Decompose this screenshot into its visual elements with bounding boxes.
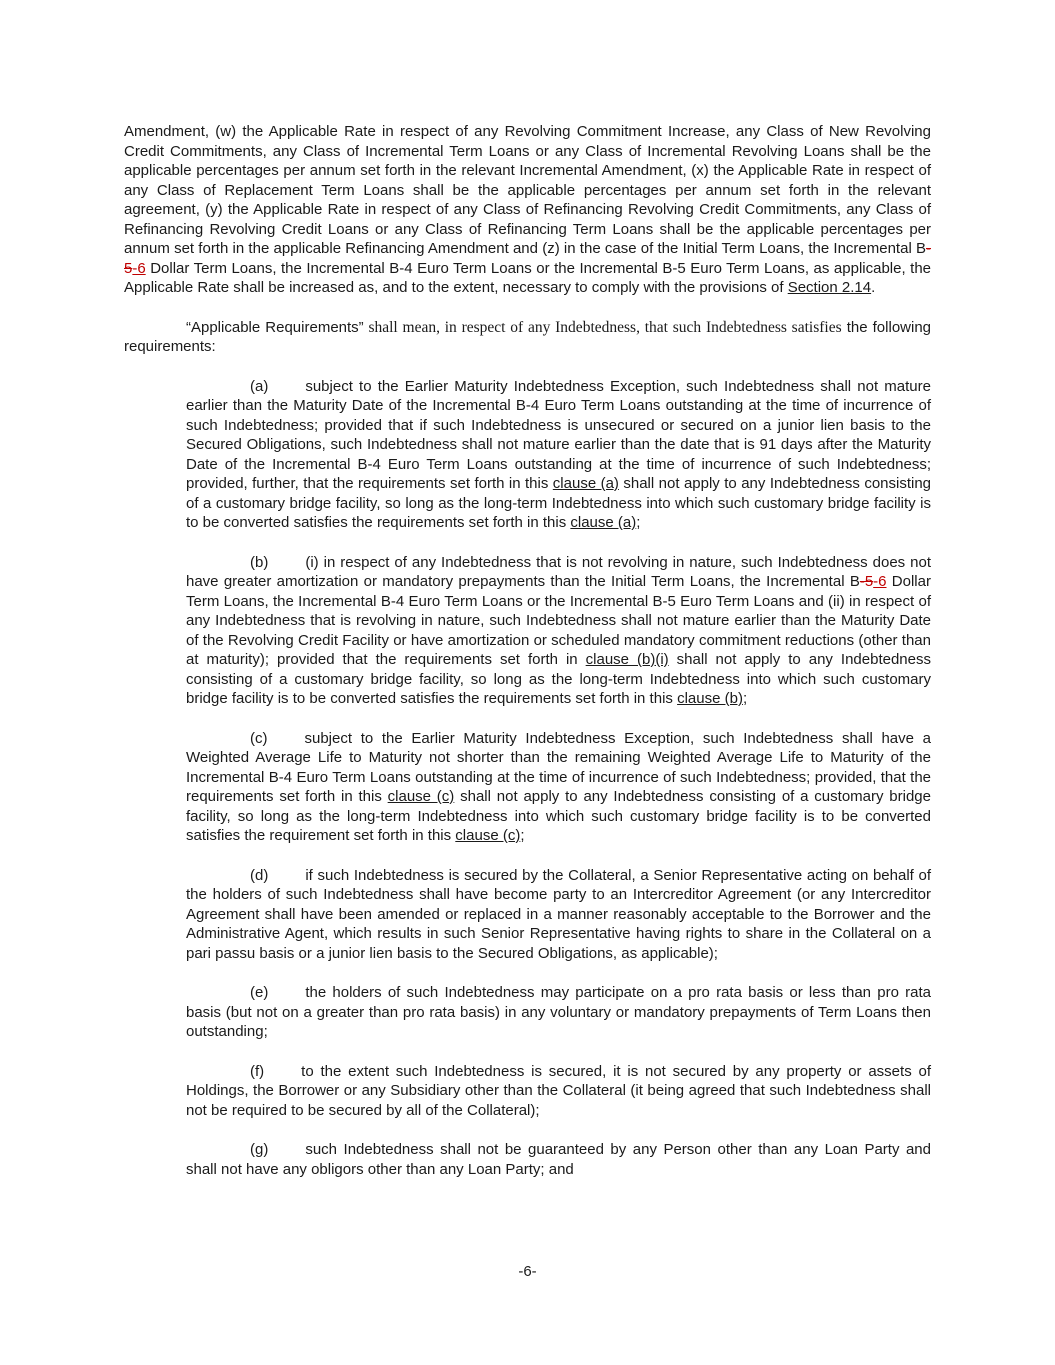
text-run: subject to the Earlier Maturity Indebtedness Exception, such Indebtedness shall have a Weighted Average Life to Maturity not shorter than the remaining Weighted Average Life to Maturity of the Incremental B-4 Euro Term Loans outstanding at the time of incurrence of such Indebtedness; provided, that the requirements set forth in this — [186, 729, 931, 805]
text-run: (i) in respect of any Indebtedness that is not revolving in nature, such Indebtedness does not have greater amortization or mandatory prepayments than the Initial Term Loans, the Incremental B — [186, 553, 931, 590]
redline-deletion: -5 — [124, 240, 931, 277]
redline-deletion: -5 — [859, 573, 874, 590]
text-run: to the extent such Indebtedness is secured, it is not secured by any property or assets of Holdings, the Borrower or any Subsidiary other than the Collateral (it being agreed that such Indebtedness shall not be required to be secured by all of the Collateral); — [186, 1062, 931, 1119]
defined-term: “Applicable Requirements” — [186, 318, 364, 336]
clause-c-paragraph — [186, 729, 931, 846]
clause-f-paragraph — [186, 1062, 931, 1121]
text-run: shall not apply to any Indebtedness consisting of a customary bridge facility, so long as the long-term Indebtedness into which such customary bridge facility is to be converted satisfies the requirements set forth in this — [186, 475, 932, 531]
cross-reference: clause (b) — [677, 690, 743, 707]
text-run: the holders of such Indebtedness may participate on a pro rata basis or less than pro rata basis (but not on a greater than pro rata basis) in any voluntary or mandatory prepayments of Term Loans then outstanding; — [186, 984, 931, 1040]
paragraph-amendment-continuation — [124, 122, 931, 298]
cross-reference: clause (c) — [455, 827, 521, 844]
text-run: shall not apply to any Indebtedness consisting of a customary bridge facility, so long as the long-term Indebtedness into which such customary bridge facility is to be converted satisfies the requirement set forth in this — [186, 788, 931, 844]
text-run: shall not apply to any Indebtedness consisting of a customary bridge facility, so long as the long-term Indebtedness into which such customary bridge facility is to be converted satisfies the requirements set forth in this — [186, 651, 931, 707]
text-run: Dollar Term Loans, the Incremental B-4 Euro Term Loans or the Incremental B-5 Euro Term Loans and (ii) in respect of any Indebtedness that is revolving in nature, such Indebtedness shall not mature earlier than the Maturity Date of the Revolving Credit Facility or have amortization or scheduled mandatory commitment reductions (other than at maturity); provided that the requirements set forth in — [186, 573, 931, 668]
clause-b-paragraph — [186, 553, 931, 709]
cross-reference: clause (a) — [552, 475, 619, 492]
cross-reference: clause (a) — [570, 514, 637, 531]
text-run: ; — [742, 690, 748, 707]
text-run: Amendment, (w) the Applicable Rate in respect of any Revolving Commitment Increase, any Class of New Revolving Credit Commitments, any Class of Incremental Term Loans or any Class of Incremental Revolving Loans shall be the applicable percentages per annum set forth in the relevant Incremental Amendment, (x) the Applicable Rate in respect of any Class of Replacement Term Loans shall be the applicable percentages per annum set forth in the relevant agreement, (y) the Applicable Rate in respect of any Class of Refinancing Revolving Credit Commitments, any Class of Refinancing Revolving Credit Loans or any Class of Refinancing Term Loans shall be the applicable percentages per annum set forth in the applicable Refinancing Amendment and (z) in the case of the Initial Term Loans, the Incremental B — [124, 123, 931, 257]
clause-a-paragraph — [186, 377, 931, 533]
text-run: if such Indebtedness is secured by the Collateral, a Senior Representative acting on behalf of the holders of such Indebtedness shall have become party to an Intercreditor Agreement (or any Intercreditor Agreement shall have been amended or replaced in a manner reasonably acceptable to the Borrower and the Administrative Agent, which results in such Senior Representative having rights to share in the Collateral on a pari passu basis or a junior lien basis to the Secured Obligations, as applicable); — [186, 866, 931, 962]
redline-insertion: -6 — [132, 259, 146, 277]
clause-g-paragraph — [186, 1140, 931, 1179]
clause-label: (a) — [250, 377, 269, 395]
cross-reference: clause (c) — [387, 788, 455, 805]
text-run: . — [871, 279, 876, 296]
text-run: the following requirements: — [124, 318, 932, 355]
page-number: -6- — [518, 1263, 537, 1280]
text-run: ; — [520, 827, 525, 844]
clause-label: (d) — [250, 866, 269, 884]
clause-label: (g) — [250, 1141, 269, 1158]
text-run: ; — [636, 514, 641, 531]
text-run: Dollar Term Loans, the Incremental B-4 Euro Term Loans or the Incremental B-5 Euro Term Loans, as applicable, the Applicable Rate shall be increased as, and to the extent, necessary to comply with the provisions of — [124, 259, 931, 296]
text-run: subject to the Earlier Maturity Indebtedness Exception, such Indebtedness shall not mature earlier than the Maturity Date of the Incremental B-4 Euro Term Loans outstanding at the time of incurrence of such Indebtedness; provided that if such Indebtedness is unsecured or secured on a junior lien basis to the Secured Obligations, such Indebtedness shall not mature earlier than the date that is 91 days after the Maturity Date of the Incremental B-4 Euro Term Loans outstanding at the time of incurrence of such Indebtedness; provided, further, that the requirements set forth in this — [186, 377, 931, 492]
text-run: shall mean, in respect of any Indebtedness, that such Indebtedness satisfies — [363, 318, 842, 336]
cross-reference: Section 2.14 — [787, 279, 872, 296]
paragraph-applicable-requirements-definition — [124, 318, 931, 357]
text-run: such Indebtedness shall not be guaranteed by any Person other than any Loan Party and shall not have any obligors other than any Loan Party; and — [186, 1141, 931, 1178]
clause-label: (e) — [250, 984, 269, 1001]
redline-insertion: -6 — [873, 573, 887, 590]
cross-reference: clause (b)(i) — [585, 651, 669, 668]
clause-label: (c) — [250, 729, 268, 747]
clause-d-paragraph — [186, 866, 931, 964]
clause-e-paragraph — [186, 983, 931, 1042]
clause-label: (b) — [250, 553, 269, 571]
clause-label: (f) — [250, 1062, 265, 1080]
document-body — [124, 122, 931, 1179]
